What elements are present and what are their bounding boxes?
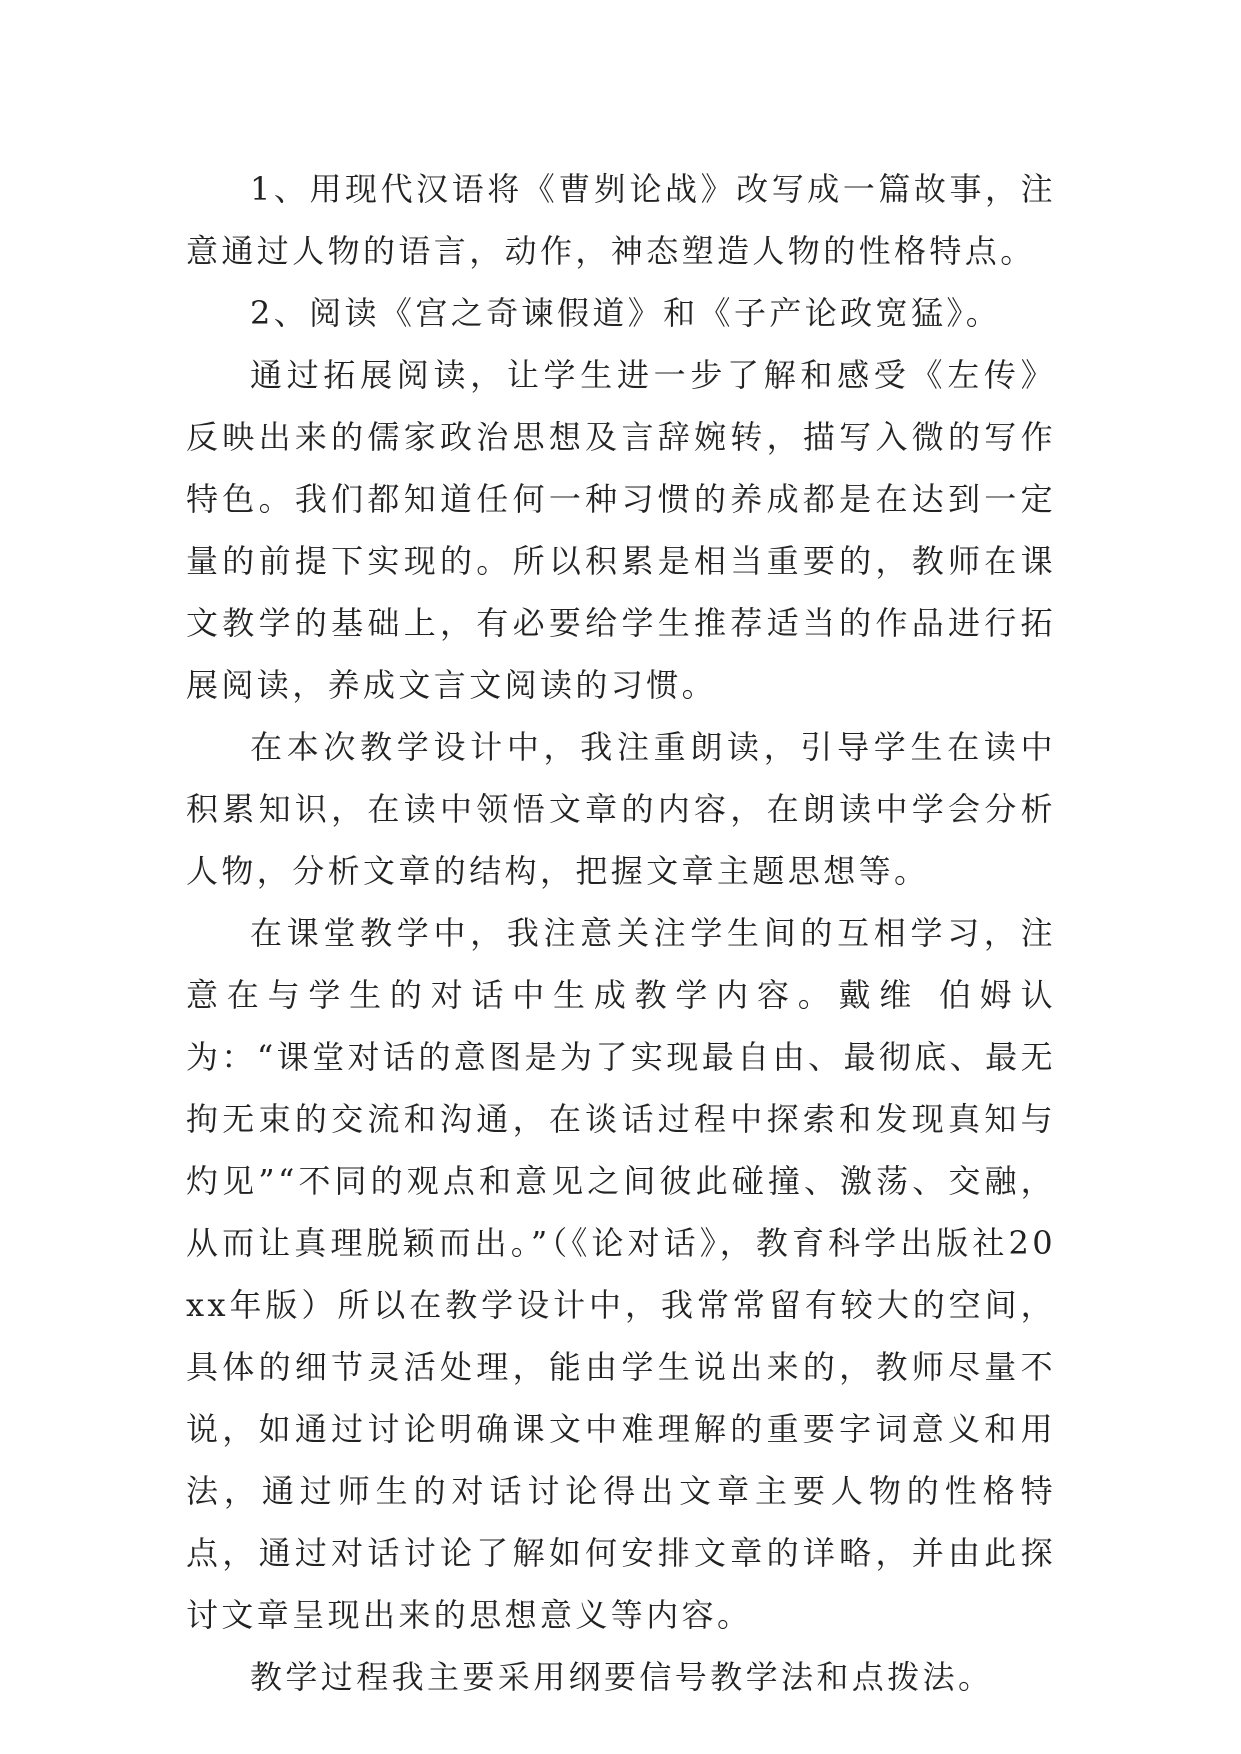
paragraph-6: 教学过程我主要采用纲要信号教学法和点拨法。 xyxy=(250,1658,994,1696)
paragraph-5: 在课堂教学中，我注意关注学生间的互相学习，注意在与学生的对话中生成教学内容。戴维 伯姆认为：“课堂对话的意图是为了实现最自由、最彻底、最无拘无束的交流和沟通，在谈话过程中探索和发现真知与灼见”“不同的观点和意见之间彼此碰撞、激荡、交融，从而让真理脱颖而出。”（《论对话》，教育科学出版社20xx年版）所以在教学设计中，我常常留有较大的空间，具体的细节灵活处理，能由学生说出来的，教师尽量不说，如通过讨论明确课文中难理解的重要字词意义和用法，通过师生的对话讨论得出文章主要人物的性格特点，通过对话讨论了解如何安排文章的详略，并由此探讨文章呈现出来的思想意义等内容。 xyxy=(186,914,1056,1634)
paragraph-4: 在本次教学设计中，我注重朗读，引导学生在读中积累知识，在读中领悟文章的内容，在朗读中学会分析人物，分析文章的结构，把握文章主题思想等。 xyxy=(186,728,1056,890)
paragraph-1: 1、用现代汉语将《曹刿论战》改写成一篇故事，注意通过人物的语言，动作，神态塑造人物的性格特点。 xyxy=(186,170,1056,270)
document-body xyxy=(186,158,1056,1708)
paragraph-3: 通过拓展阅读，让学生进一步了解和感受《左传》反映出来的儒家政治思想及言辞婉转，描写入微的写作特色。我们都知道任何一种习惯的养成都是在达到一定量的前提下实现的。所以积累是相当重要的，教师在课文教学的基础上，有必要给学生推荐适当的作品进行拓展阅读，养成文言文阅读的习惯。 xyxy=(186,356,1056,704)
paragraph-2: 2、阅读《宫之奇谏假道》和《子产论政宽猛》。 xyxy=(250,294,1002,332)
